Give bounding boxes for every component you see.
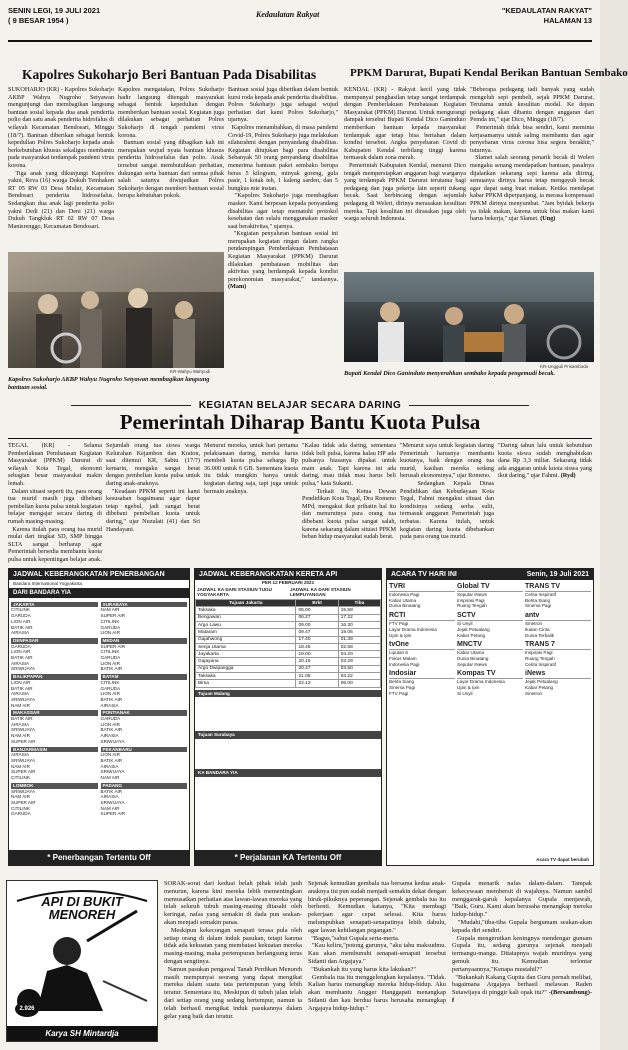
train-schedule-box — [194, 568, 382, 866]
tv-channel-logo: TRANS 7 — [525, 640, 591, 650]
tv-program: Sinema Pagi — [389, 685, 416, 691]
tv-channel-block — [457, 611, 523, 638]
train-cell: Mataram — [196, 629, 296, 636]
story1-col1: SUKOHARJO (KR) - Kapolres Sukoharjo AKBP Wahyu Nugroho Setyawan mengunjungi dan membagikan langsung bantuan sosial kepada dua anak penderita polio dan satu anak penderita hidrofalus di wilayah Kecamatan Bendosari, Minggu (18/7). Bantuan diberikan sebagai bentuk kepedulian Polres Sukoharjo kepada anak berkebutuhan khusus sekaligus membantu pada masyarakat terdampak pandemi virus korona. Tiga anak yang dikunjungi Kapolres yakni, Reva (16) warga Dukuh Tembakon RT 05 RW 03 Desa Mulur, Kecamatan Bendosari penderita hidrosefalus. Sedangkan dua anak lagi penderita polio yakni Dedi (21) dan Deni (21) warga Dukuh Tangkluk RT 02 RW 07 Desa Manisrenggo, Kecamatan Bendosari. — [8, 86, 114, 230]
station-lempuyangan: JADWAL KA DARI STASIUN LEMPUYANGAN — [290, 586, 351, 598]
train-cell: Gajahwong — [196, 636, 296, 643]
tv-program: Kabar Utama — [389, 597, 417, 603]
serial-author: Karya SH Mintardja — [7, 1026, 157, 1041]
train-cell: Taksaka — [196, 673, 296, 680]
train-cell: 04.22 — [338, 673, 380, 680]
flight-airline: BATIK AIR — [100, 666, 123, 672]
tv-channel-logo: SCTV — [457, 611, 523, 621]
story3-col1: TEGAL (KR) - Selama Pemberlakuan Pembatasan Kegiatan Masyarakat (PPKM) Darurat di wilayah Kota Tegal, ekonomi sebagian besar masyarakat makin lemah. Dalam situasi seperti itu, para orang tua murid masih juga dibebani pembelian kuota pulsa untuk kegiatan belajar mengajar secara daring di rumah masing-masing. Karena itulah para orang tua murid mulai dari tingkat SD, SMP hingga SLTA sangat berharap agar Pemerintah bersedia membantu kuota pulsa untuk kepentingan belajar anak. — [8, 442, 102, 563]
flight-airline: GARUDA — [100, 685, 121, 691]
flight-airline: LION AIR — [11, 649, 31, 655]
story3-col4: "Kalau tidak ada daring, sementara tidak beli pulsa, karena kalau HP ada pulsanya biasanya dipakai untuk main anak. Tapi karena ini ada daring, mau tidak mau harus beli pulsa," kata Sukanti. Terkait itu, Ketua Dewan Pendidikan Kota Tegal, Dra Romeno MPd, mengakui ikut prihatin hal itu dan menurutnya para orang tua dibebani kuota pulsa sangat salah, karena sekarang dalam situasi PPKM beban hidup masyarakat sudah berat. — [302, 442, 397, 541]
story1-headline: Kapolres Sukoharjo Beri Bantuan Pada Disabilitas — [22, 67, 317, 82]
tv-program: Cerita Inspiratif — [525, 661, 556, 667]
tv-guide-box — [386, 568, 594, 866]
flight-airline: GARUDA — [11, 811, 31, 817]
flight-airline: SRIWIJAYA — [100, 799, 125, 805]
train-cell: Argo Lawu — [196, 622, 296, 629]
tv-program: Kabar Utama — [457, 650, 485, 656]
tv-program: Dunia Binatang — [389, 603, 421, 609]
flight-airline: LION AIR — [11, 618, 31, 624]
train-footer: * Perjalanan KA Tertentu Off — [195, 850, 381, 865]
flight-airline: GARUDA — [11, 643, 31, 649]
flight-schedule-box — [8, 568, 190, 866]
issue-date: SENIN LEGI, 19 JULI 2021 — [8, 6, 101, 15]
tv-program: Dunia Binatang — [457, 655, 489, 661]
train-cell: 20.15 — [296, 658, 338, 665]
flight-airline: LION AIR — [11, 679, 31, 685]
flight-footer: * Penerbangan Tertentu Off — [9, 850, 189, 865]
tv-program: Cerita Inspiratif — [525, 592, 556, 597]
flight-airline: LION AIR — [100, 660, 120, 666]
flight-airline: BATIK AIR — [100, 696, 123, 702]
flight-route-heading: LOMBOK — [11, 783, 98, 789]
train-cell: 22.13 — [296, 680, 338, 687]
flight-route-heading: MEDAN — [101, 638, 188, 644]
flight-airline: BATIK AIR — [11, 624, 33, 630]
flight-airline: SUPER AIR — [11, 769, 36, 775]
hijri-date: ( 9 BESAR 1954 ) — [8, 16, 69, 25]
flight-airline: GARUDA — [100, 655, 121, 661]
tv-program: FTV Pagi — [389, 621, 409, 627]
flight-airline: NAM AIR — [11, 733, 30, 739]
train-title: JADWAL KEBERANGKATAN KERETA API — [195, 569, 381, 580]
train-row — [196, 607, 381, 614]
flight-title: JADWAL KEBERANGKATAN PENERBANGAN — [9, 569, 189, 580]
train-cell: 03.29 — [338, 658, 380, 665]
train-row — [196, 680, 381, 687]
train-cell: 15.58 — [338, 607, 380, 614]
tv-channel-logo: iNews — [525, 669, 591, 679]
train-cell: Jayakarta — [196, 651, 296, 658]
train-subtitle: PER 12 FEBRUARI 2021 — [261, 580, 315, 585]
tv-channel-logo: TVRI — [389, 582, 455, 592]
flight-airline: GARUDA — [100, 716, 121, 722]
tv-program: Indonesia Pagi — [389, 661, 420, 667]
tv-channel-block — [457, 582, 523, 609]
tv-channel-block — [525, 669, 591, 696]
tv-program: Ruang Tengah — [525, 655, 555, 661]
flight-airline: LION AIR — [100, 752, 120, 758]
train-table — [195, 599, 381, 688]
train-row — [196, 665, 381, 672]
flight-airline: AIRASIA — [11, 721, 30, 727]
train-row — [196, 673, 381, 680]
story2-photo-credit: KR-Ungguli Prisambodo — [540, 364, 589, 369]
flight-airline: AIRASIA — [100, 733, 119, 739]
masthead: Kedaulatan Rakyat — [256, 10, 320, 19]
flight-airline: CITILINK — [100, 679, 120, 685]
flight-route-heading: PEKANBARU — [101, 747, 188, 753]
tv-program: Seputar iNews — [457, 661, 487, 667]
story1-photo — [8, 252, 224, 368]
train-cell: 19.00 — [296, 651, 338, 658]
flight-airline: LION AIR — [100, 630, 120, 636]
flight-grid — [9, 598, 189, 819]
tv-program: Inspirasi Pagi — [457, 597, 485, 603]
train-cell: 19.06 — [338, 629, 380, 636]
flight-airline: GARUDA — [11, 613, 31, 619]
flight-airline: NAM AIR — [100, 775, 120, 781]
tv-footnote: Acara TV dapat berubah — [536, 857, 589, 863]
tv-channel-block — [389, 582, 455, 609]
flight-airline: SRIWIJAYA — [100, 738, 125, 744]
paper-name: "KEDAULATAN RAKYAT" — [501, 6, 592, 15]
flight-airline: SUPER AIR — [100, 643, 126, 649]
tv-channel-block — [389, 640, 455, 667]
story1-col2: Kapolres mengatakan, Polres Sukoharjo hadir langsung ditengah masyarakat sebagai bentuk kepedulian dengan memberikan bantuan sosial. Kegiatan juga dilakukan sebagai perhatian Polres Sukoharjo di tengah pandemi virus korona. Bantuan sosial yang dibagikan kali ini merupakan wujud nyata bantuan khusus penderita hidrosefalus dan polio. Anak tersebut sangat membutuhkan perhatian, dukungan serta bantuan dari semua pihak salah satunya diwujudkan Polres Sukoharjo dengan memberi bantuan sosial berupa kebutuhan pokok. — [118, 86, 225, 200]
tv-channel-block — [389, 611, 455, 638]
tv-program: Si Unyil — [457, 621, 473, 627]
story3-col3: Menurut mereka, untuk hari pertama pelaksanaan daring, mereka harus membeli kuota pulsa seharga Rp 36.000 untuk 6 GB. Sementara kuota itu tidak mungkin hanya untuk kegiatan daring saja, tapi juga untuk bermain anaknya. — [204, 442, 298, 495]
train-cell: Gajayana — [196, 658, 296, 665]
flight-airline: AIRASIA — [11, 660, 30, 666]
flight-airline: SRIWIJAYA — [11, 727, 36, 733]
tv-program: Kabar Petang — [525, 685, 554, 691]
tv-date: Senin, 19 Juli 2021 — [526, 571, 589, 578]
episode-badge: 2.926 — [15, 1001, 39, 1017]
train-cell: 01.39 — [338, 636, 380, 643]
tv-program: Jejak Petualang — [525, 679, 558, 685]
train-cell: Senja Utama — [196, 643, 296, 650]
th-depart: Brkt — [296, 600, 338, 607]
story1-col3: Bantuan sosial juga diberikan dalam bentuk kursi roda kepada anak penderita disabilitas. Polres Sukoharjo juga sebagai wujud perhatian dari kami Polres Sukoharjo," ujarnya. Kapolres menambahkan, di masa pandemi Covid-19, Polres Sukoharjo juga melakukan silaturahmi dengan penyandang disabilitas. Kegiatan ditujukan bagi para disabilitas Sebanyak 50 orang penyandang disabilitas menerima bantuan paket sembako berupa beras 5 kilogram, minyak goreng, gula pasir, 1 kotak teh, 1 kaleng sarden, dan 5 bungkus mie instan. "Kapolres Sukoharjo juga membagikan masker. Kami berpesan kepada penyandang disabilitas agar tetap mematuhi protokol kesehatan dan selalu menggunakan masker saat beraktivitas," ujarnya. "Kegiatan penyaluran bantuan sosial ini merupakan kegiatan ringan dalam rangka pendampingan Pemberlakuan Pembatasan Kegiatan Masyarakat (PPKM) Darurat dilakukan pembatasan mobilitas dan aktivitas yang berdampak kepada kondisi perekonomian masyarakat," tandasnya. (Mam) — [228, 86, 338, 291]
tv-program: Sinema Pagi — [525, 603, 552, 609]
train-cell: 09.00 — [296, 622, 338, 629]
headline-rule — [8, 438, 592, 439]
flight-airline: CITILINK — [11, 607, 30, 613]
flight-airline: BATIK AIR — [11, 685, 33, 691]
tv-program: Inspirasi Pagi — [525, 650, 553, 656]
flight-airline: AIRASIA — [11, 752, 30, 758]
tv-program: Layar Drama Indonesia — [389, 626, 437, 632]
story2-caption: Bupati Kendal Dico Ganinduto menyerahkan sembako kepada pengemudi becak. — [344, 370, 556, 377]
flight-route-heading: PADANG — [101, 783, 188, 789]
serial-title: API DI BUKIT MENOREH — [41, 894, 123, 922]
train-row — [196, 658, 381, 665]
flight-airline: SUPER AIR — [11, 738, 36, 744]
flight-airline: NAM AIR — [100, 805, 120, 811]
tv-program: Seputar iNews — [457, 592, 487, 597]
tv-program: Fokus Malam — [389, 655, 417, 661]
tv-program: Liputan 6 — [389, 650, 408, 656]
train-cell: 16.30 — [338, 622, 380, 629]
flight-airline: SRIWIJAYA — [100, 769, 125, 775]
tv-grid — [387, 580, 593, 698]
train-cell: 04.20 — [338, 651, 380, 658]
tv-program: Upin & Ipin — [389, 632, 412, 638]
flight-airline: NAM AIR — [11, 702, 30, 708]
tv-program: Kabar Petang — [457, 632, 486, 638]
flight-airline: SRIWIJAYA — [11, 696, 36, 702]
page-header — [8, 4, 592, 42]
train-cell: 06.00 — [296, 607, 338, 614]
tv-program: Sinetron — [525, 621, 543, 627]
train-sub-bandara: KA BANDARA YIA — [195, 769, 381, 777]
story3-col6: "Daring tahun lalu untuk kebutuhan kuota siswa sudah menghabiskan dana Rp 3,3 miliar. Sekarang tidak ada anggaran untuk kuota siswa yang ikut daring," ujar Fahmi. (Ryd) — [498, 442, 592, 480]
flight-airline: BATIK AIR — [100, 788, 123, 794]
story2-headline: PPKM Darurat, Bupati Kendal Berikan Bantuan Sembako — [350, 67, 628, 79]
flight-airline: SRIWIJAYA — [11, 666, 36, 672]
flight-airline: CITILINK — [100, 618, 120, 624]
serial-col1: SORAK-sorai dari keduai belah pihak telah jauh menurun, karena kini mereka lebih mementingkan memusatkan perhatian atas lawan-lawan mereka yang telah seluruh tubuh masing-masing ditasahi oleh keringat, nafas yang semakin di dada pun seakan-akan menjadi semakin panas. Meskipun kekecongan senapati terasa pula oleh setiap orang di dalam induk pasukan, tetapi karena tidak ada kekuatan yang membatasi kekuatan mereka masing-masing, maka pertempuran berlangsung terus dengan sengitnya. Namun pasukan pengawal Tanah Perdikan Menoreh masih mempunyai seorang yang dapat mengikat mereka dalam suatu tata pertempuran yang lebih teratur. Sementara itu, Meskipun di tubuh jalan telah dari setiap orang yang sedang bertempur, namun ia telah berhasil mengikat induk pasukannya dalam gelar yang baik dan teratur. — [164, 880, 302, 1020]
train-row — [196, 629, 381, 636]
flight-airline: BATIK AIR — [11, 716, 33, 722]
serial-col2: Sejenak kemudian gembala tua bersama kedua anak-anaknya itu pun sudah menjadi semakin dekat dengan hiruk-pikuknya peperangan. Sejenak gembala tua itu berhenti. Kemudian katanya, "Kita membagi pekerjaan agar cepat selesai. Kita harus melumpuhkan senapati-senapatinya lebih dahulu, agar lawan kehilangan pegangan." "Bagus,"sahut Gupala serta-merta. "Kau keliru,"potong gurunya, "aku tahu maksudmu. Kau akan membunuhi senapati-senapati tersebut Sidanti dan Argajaya." "Bukankah itu yang harus kita lakukan?" Gembala tua itu menggelengkan kepalanya. "Tidak. Kalian harus menangkap mereka hidup-hidup. Aku akan membantu Angger Hanggapati menangkap Sidanti dan kau berdua harus berusaha menangkap Argajaya hidup-hidup." — [308, 880, 446, 1012]
tv-program: Indonesia Pagi — [389, 592, 420, 597]
train-row — [196, 622, 381, 629]
flight-route-heading: DENPASAR — [11, 638, 98, 644]
flight-airline: CITILINK — [11, 775, 30, 781]
flight-airline: AIRASIA — [100, 763, 119, 769]
tv-program: Dunia Terbalik — [525, 632, 555, 638]
flight-airline: CITILINK — [100, 649, 120, 655]
train-cell: 06.27 — [296, 614, 338, 621]
flight-airline: AIRASIA — [11, 630, 30, 636]
flight-airline: BATIK AIR — [100, 757, 123, 763]
train-cell: 02.58 — [338, 643, 380, 650]
story3-headline: Pemerintah Diharap Bantu Kuota Pulsa — [119, 410, 481, 434]
tv-program: Si Unyil — [457, 690, 473, 696]
train-row — [196, 643, 381, 650]
page-number: HALAMAN 13 — [543, 16, 592, 25]
flight-airline: SUPER AIR — [100, 613, 126, 619]
flight-route-heading: SURABAYA — [101, 602, 188, 608]
serial-col3: Gupala menarik nafas dalam-dalam. Tampak kekecewaan membersit di wajahnya. Namun sambil menggaruk-garuk kepalanya Gupala menjawab, "Baik, Guru. Kami akan berusaha menangkap mereka hidup-hidup." "Mudahi,"tiba-tiba Gupala bergumam seakan-akan kepada diri sendiri. Gupala mengerutkan keningnya mendengar gumam Gupala itu, sedang gurunya sejenak menjadi termangu-mangu. Ditatapnya wajah muridnya yang gemuk itu. Kemudian terlontar pertanyaannya,"Kenapa mustahil?" "Bukankah Kakang Gupita dan Guru pernah melihat, bagaimana Argajaya berhasil melawan Raden Sutawijaya di pinggir kali opak itu?" -(Bersambung)-f — [452, 880, 592, 1004]
train-cell: 03.50 — [338, 665, 380, 672]
becak-photo-icon — [344, 272, 594, 362]
flight-airline: LION AIR — [100, 691, 120, 697]
tv-channel-logo: antv — [525, 611, 591, 621]
story1-photo-credit: KR-Wahyu Wahyudi — [170, 369, 211, 374]
train-cell: 18.45 — [296, 643, 338, 650]
tv-program: Layar Drama Indonesia — [457, 679, 505, 685]
train-row — [196, 636, 381, 643]
train-cell: 20.47 — [296, 665, 338, 672]
flight-airline: AIRASIA — [11, 691, 30, 697]
tv-program: Ikatan Cinta — [525, 626, 550, 632]
flight-airline: NAM AIR — [11, 794, 30, 800]
flight-route-heading: JAKARTA — [11, 602, 98, 608]
tv-channel-block — [525, 582, 591, 609]
train-cell: 17.22 — [338, 614, 380, 621]
tv-program: Ruang Tengah — [457, 603, 487, 609]
tv-channel-logo: Kompas TV — [457, 669, 523, 679]
story2-photo — [344, 272, 594, 362]
story1-caption: Kapolres Sukoharjo AKBP Wahyu Nugroho Setyawan membagikan langsung bantuan sosial. — [8, 376, 210, 391]
flight-route-heading: BATAM — [101, 674, 188, 680]
flight-depart-label: DARI BANDARA YIA — [9, 588, 189, 598]
train-sub-surabaya: Tujuan Surabaya — [195, 731, 381, 739]
train-row — [196, 651, 381, 658]
tv-program: Berita Siang — [389, 679, 415, 685]
flight-airline: CITILINK — [11, 805, 30, 811]
flight-airline: SRIWIJAYA — [11, 788, 36, 794]
tv-channel-block — [525, 611, 591, 638]
train-cell: 06.00 — [338, 680, 380, 687]
tv-program: Upin & Ipin — [457, 685, 480, 691]
tv-channel-block — [457, 640, 523, 667]
flight-subtitle: Bandara Internasional Yogyakarta — [13, 581, 82, 586]
tv-channel-block — [525, 640, 591, 667]
flight-airline: NAM AIR — [11, 763, 30, 769]
story3-kicker: KEGIATAN BELAJAR SECARA DARING — [0, 400, 600, 411]
train-cell: 17.40 — [296, 636, 338, 643]
tv-channel-logo: Global TV — [457, 582, 523, 592]
train-row — [196, 614, 381, 621]
flight-airline: SRIWIJAYA — [11, 757, 36, 763]
tv-program: Sinetron — [525, 690, 543, 696]
flight-airline: AIRASIA — [100, 702, 119, 708]
flight-airline: BATIK AIR — [11, 655, 33, 661]
tv-channel-logo: MNCTV — [457, 640, 523, 650]
train-cell: Bima — [196, 680, 296, 687]
flight-airline: BATIK AIR — [100, 727, 123, 733]
station-tugu: JADWAL KA DARI STASIUN TUGU YOGYAKARTA — [197, 586, 272, 598]
tv-channel-logo: tvOne — [389, 640, 455, 650]
story3-col2: Sejumlah orang tua siswa warga Kelurahan Kejambon dan Kraton, saat ditemui KR, Sabtu (17/7) kemarin, mengaku sangat berat dengan pembelian kuota pulsa untuk daring anak-anaknya. "Keadaan PPKM seperti ini kami kesusahan bagaimana agar dapur tetap ngebul, jadi sangat berat dibebani pembelian kuota untuk daring," ujar Nuzulati (41) dan Sri Handayani. — [106, 442, 200, 533]
train-cell: Taksaka — [196, 607, 296, 614]
serial-cartoon — [6, 880, 158, 1042]
tv-channel-logo: TRANS TV — [525, 582, 591, 592]
train-cell: 09.47 — [296, 629, 338, 636]
tv-channel-block — [457, 669, 523, 696]
tv-channel-logo: RCTI — [389, 611, 455, 621]
flight-airline: SUPER AIR — [100, 811, 126, 817]
tv-channel-block — [389, 669, 455, 696]
story3-col5: "Menurut saya untuk kegiatan daring Pemerintah harusnya membantu kuotanya, baik dengan orang tua murid, kasihan mereka sedang berusah ekonominya," ujar Romeno. Sedangkan Kepala Dinas Pendidikan dan Kebudayaan Kota Tegal, Fahmi mengakui situasi dan kondisinya sedang serba sulit, termasuk anggaran Pemerintah juga terbatas. Karena itulah, untuk kegiatan daring kuota dibebankan pada para orang tua murid. — [400, 442, 495, 541]
tv-title: ACARA TV HARI INI — [391, 571, 457, 578]
story2-col2: "Beberapa pedagang tadi banyak yang sudah mengeluh sepi pembeli, sejak PPKM Darurat. Terutama untuk kesulitan modal. Ke depan pedagang akan dibantu dengan anggaran dari Pemda ini," ujar Dico, Minggu (18/7). Pemerintah tidak bisa sendiri, kami meminta kerjasamanya untuk saling membantu dan agar penyebaran virus corona bisa segera berakhir," tuturnya. Slamet salah seorang penarik becak di Weleri mengaku senang mendapatkan bantuan, pasalnya dijalankan sekarang sepi karena ada diiring, semuanya dirinya harus tetap mengayuh becak agar dapat uang buat makan. Ketika mendapat kabar PPKM diperpanjang, ia merasa kompensasi PPKM dirinya menyumbat. "Jam byidak bekerja ya tidak makan, karena untuk bisa makan kami harus bekerja," ujar Slamet. (Ung) — [470, 86, 595, 223]
story2-col1: KENDAL (KR) - Rakyat kecil yang tidak mempunyai penghasilan tetap sangat terdampak dengan Pemberlakuan Pembatasan Kegiatan Masyarakat (PPKM) Darurat. Untuk mengurangi dampak tersebut Bupati Kendal Dico Ganinduto memberikan bantuan kepada masyarakat terdampak agar tetap bisa bertahan dalam kondisi tersebut. Angka penyebaran Covid di Kabupaten Kendal terbilang tinggi karena termasuk dalam zona merah. Pemerintah Kabupaten Kendal, menurut Dico tengah mempersiapkan anggaran bagi warganya yang terdampak PPKM Darurat terutama bagi pedagang dan juga pekerja lain seperti tukang becak. Saat berbincang dengan sejumlah pedagang di Weleri, dirinya merasakan kesulitan mereka. Tapi kesulitan ini dirasakan juga oleh warga seluruh Indonesia. — [344, 86, 466, 223]
train-sub-malang: Tujuan Malang — [195, 690, 381, 698]
flight-airline: LION AIR — [100, 721, 120, 727]
flight-route-heading: MAKASSAR — [11, 710, 98, 716]
flight-airline: GARUDA — [100, 624, 121, 630]
flight-airline: SUPER AIR — [11, 799, 36, 805]
flight-airline: AIRASIA — [100, 794, 119, 800]
flight-route-heading: PONTIANAK — [101, 710, 188, 716]
train-cell: Argo Dwipangga — [196, 665, 296, 672]
th-arrive: Tiba — [338, 600, 380, 607]
tv-channel-logo: Indosiar — [389, 669, 455, 679]
tv-program: Berita Siang — [525, 597, 551, 603]
th-destination: Tujuan Jakarta — [196, 600, 296, 607]
flight-route-heading: BALIKPAPAN — [11, 674, 98, 680]
train-cell: Bengawan — [196, 614, 296, 621]
tv-program: FTV Pagi — [389, 690, 409, 696]
flight-airline: NAM AIR — [100, 607, 120, 613]
train-cell: 21.05 — [296, 673, 338, 680]
tv-program: Jejak Petualang — [457, 626, 490, 632]
people-photo-icon — [8, 252, 224, 368]
flight-route-heading: BANJARMASIN — [11, 747, 98, 753]
